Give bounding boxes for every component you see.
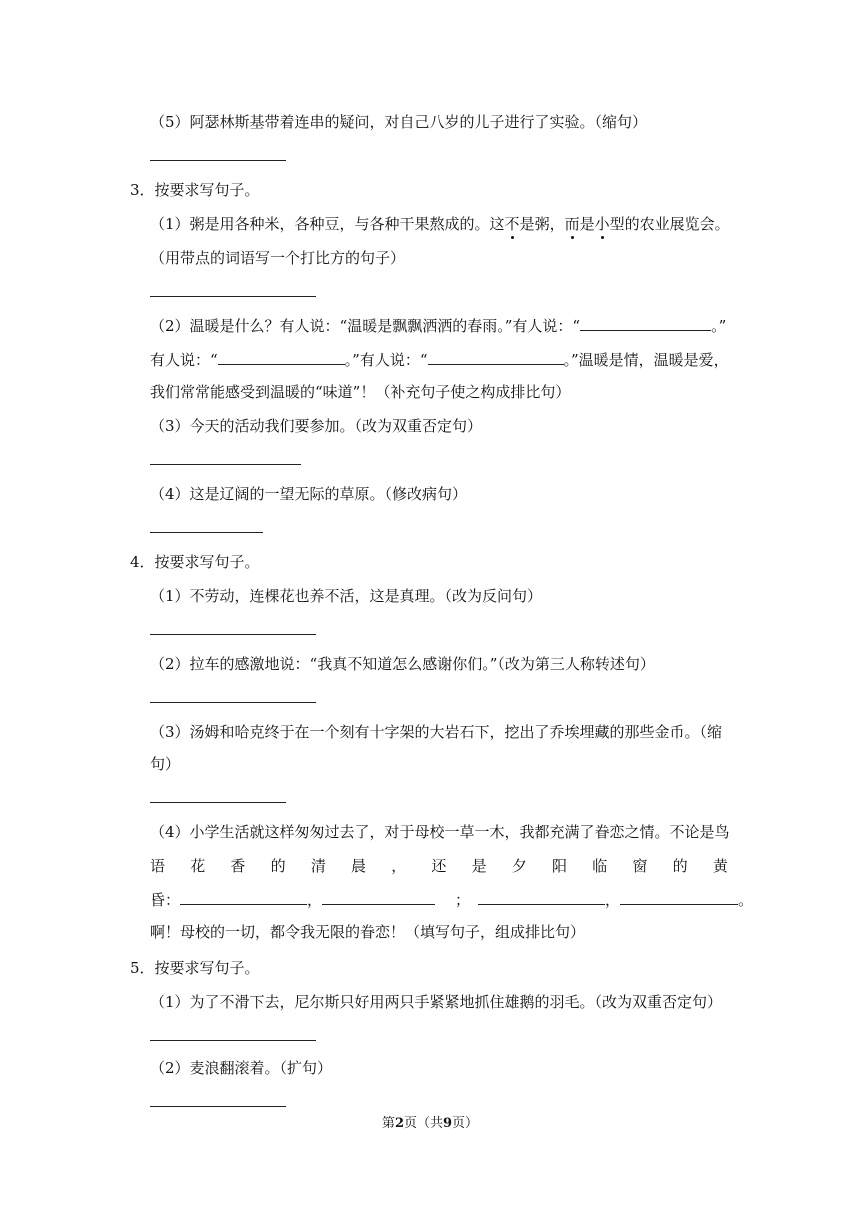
char: 花: [190, 857, 206, 875]
q3-item2-part-c: 有人说：“: [150, 351, 218, 369]
q4-item4-instruction: 啊！母校的一切，都令我无限的眷恋！（填写句子，组成排比句）: [150, 923, 586, 941]
q3-item1-part-c: 是: [579, 215, 595, 233]
q5-item1-text: （1）为了不滑下去，尼尔斯只好用两只手紧紧地抓住雄鹅的羽毛。（改为双重否定句）: [150, 993, 723, 1011]
answer-line-q3-4[interactable]: [150, 532, 263, 533]
q3-item1-instruction: （用带点的词语写一个打比方的句子）: [150, 249, 406, 267]
q4-item4-c5: 。: [738, 891, 754, 909]
char: 夕: [511, 857, 527, 875]
char: 是: [471, 857, 487, 875]
q4-item4-text: （4）小学生活就这样匆匆过去了，对于母校一草一木，我都充满了眷恋之情。不论是鸟: [150, 823, 730, 841]
answer-line-q3-3[interactable]: [150, 464, 301, 465]
q2-item5-text: （5）阿瑟林斯基带着连串的疑问，对自己八岁的儿子进行了实验。（缩句）: [150, 113, 648, 131]
q3-item4-text: （4）这是辽阔的一望无际的草原。（修改病句）: [150, 485, 468, 503]
fill-blank-q3-2c[interactable]: [428, 350, 564, 365]
char: 的: [672, 857, 688, 875]
footer-page-number: 2: [394, 1116, 404, 1131]
answer-line-q4-2[interactable]: [150, 702, 316, 703]
char: 阳: [552, 857, 568, 875]
q3-item1-part-b: 是粥，: [519, 215, 565, 233]
answer-line-q2-5[interactable]: [150, 160, 286, 161]
footer-prefix: 第: [381, 1116, 395, 1131]
page-footer: [0, 1112, 860, 1131]
q3-title: 3．按要求写句子。: [130, 181, 260, 199]
char: 黄: [712, 857, 728, 875]
char: 还: [431, 857, 447, 875]
q5-item2-text: （2）麦浪翻滚着。（扩句）: [150, 1059, 333, 1077]
fill-blank-q3-2b[interactable]: [218, 350, 345, 365]
q3-item2-line2: [150, 350, 729, 370]
fill-blank-q4-4d[interactable]: [620, 890, 738, 905]
q4-item3-text-cont: 句）: [150, 755, 181, 773]
q3-item2-part-d: 。”有人说：“: [344, 351, 428, 369]
answer-line-q4-3[interactable]: [150, 802, 286, 803]
q4-item1-text: （1）不劳动，连棵花也养不活，这是真理。（改为反问句）: [150, 587, 543, 605]
q3-item3-text: （3）今天的活动我们要参加。（改为双重否定句）: [150, 417, 483, 435]
footer-mid: 页（共: [403, 1116, 443, 1131]
footer-suffix: 页）: [452, 1116, 479, 1131]
dotted-word-2: 而: [564, 215, 580, 233]
answer-line-q3-1[interactable]: [150, 296, 316, 297]
char: 语: [150, 857, 166, 875]
char: 临: [592, 857, 608, 875]
q3-item1-part-a: （1）粥是用各种米，各种豆，与各种干果熬成的。这: [150, 215, 505, 233]
char: 晨: [351, 857, 367, 875]
dotted-word-1: 不: [504, 215, 520, 233]
q4-title: 4．按要求写句子。: [130, 553, 260, 571]
q4-item2-text: （2）拉车的感激地说：“我真不知道怎么感谢你们。”（改为第三人称转述句）: [150, 655, 655, 673]
fill-blank-q4-4a[interactable]: [180, 890, 307, 905]
answer-line-q5-2[interactable]: [150, 1106, 286, 1107]
fill-blank-q3-2a[interactable]: [580, 316, 711, 331]
q3-item2-part-e: 。”温暖是情，温暖是爱，: [563, 351, 729, 369]
q4-item4-c1: 昏：: [150, 891, 181, 909]
q4-item4-justified-line: [150, 856, 728, 876]
q3-item1-text: [150, 214, 730, 234]
char: 的: [270, 857, 286, 875]
q4-item3-text: （3）汤姆和哈克终于在一个刻有十字架的大岩石下，挖出了乔埃埋藏的那些金币。（缩: [150, 723, 723, 741]
q3-item1-part-d: 型的农业展览会。: [609, 215, 730, 233]
answer-line-q5-1[interactable]: [150, 1040, 316, 1041]
q4-item4-c3: ；: [455, 891, 471, 909]
char: 香: [230, 857, 246, 875]
q3-item2-line3: 我们常常能感受到温暖的“味道”！（补充句子使之构成排比句）: [150, 383, 571, 401]
q3-item2-part-a: （2）温暖是什么？有人说：“温暖是飘飘洒洒的春雨。”有人说：“: [150, 317, 581, 335]
fill-blank-q4-4c[interactable]: [478, 890, 605, 905]
q5-title: 5．按要求写句子。: [130, 959, 260, 977]
fill-blank-q4-4b[interactable]: [322, 890, 435, 905]
char: 清: [310, 857, 326, 875]
char: 窗: [632, 857, 648, 875]
answer-line-q4-1[interactable]: [150, 634, 316, 635]
q4-item4-blanks-line: [150, 890, 753, 910]
q4-item4-c4: ，: [605, 891, 621, 909]
q3-item2-line1: [150, 316, 726, 336]
q4-item4-c2: ，: [307, 891, 323, 909]
char: ，: [391, 857, 407, 875]
dotted-word-3: 小: [594, 215, 610, 233]
q3-item2-part-b: 。”: [711, 317, 727, 335]
footer-total-pages: 9: [443, 1116, 453, 1131]
